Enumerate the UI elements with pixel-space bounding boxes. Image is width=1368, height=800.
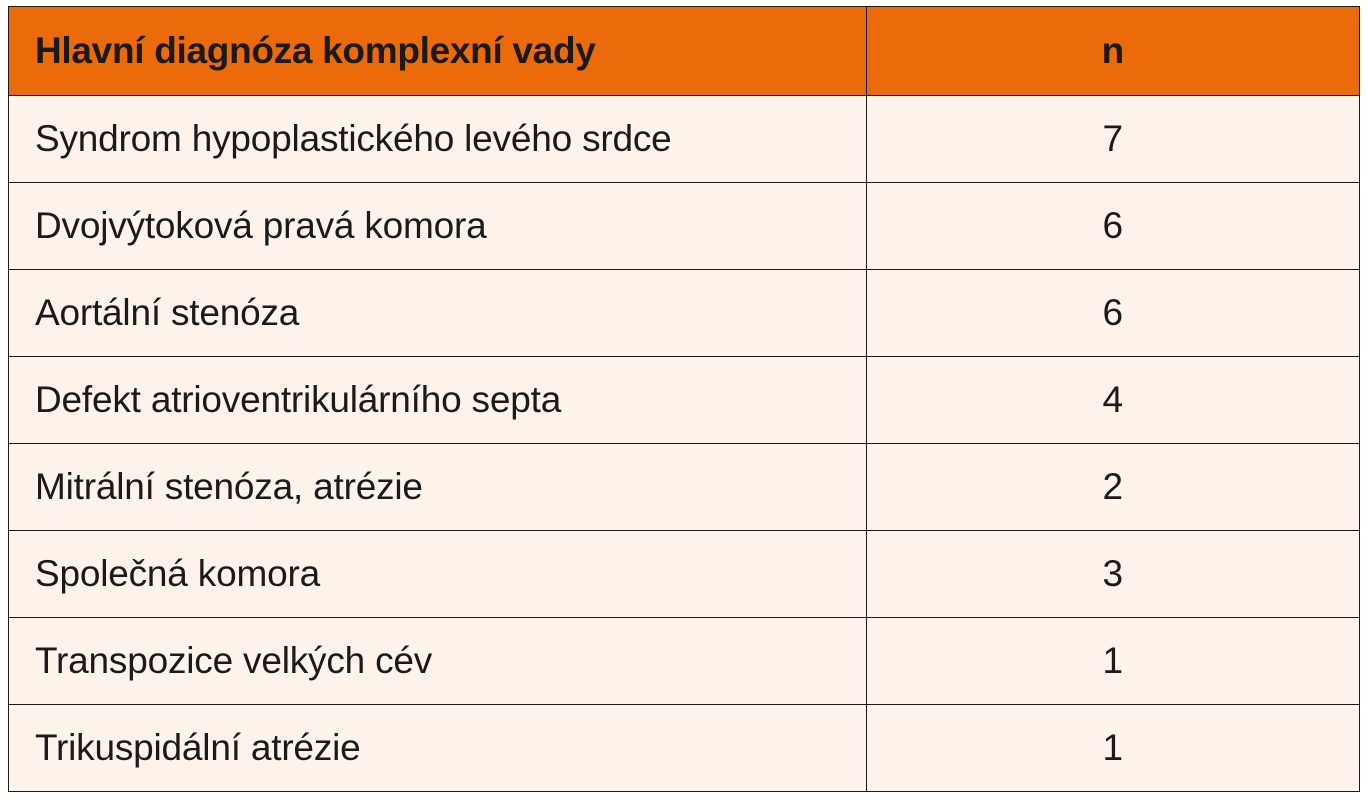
row-count: 4: [866, 356, 1359, 443]
row-count: 1: [866, 617, 1359, 704]
row-diagnosis: Společná komora: [9, 530, 866, 617]
table-row: [9, 443, 1359, 530]
row-diagnosis: Syndrom hypoplastického levého srdce: [9, 95, 866, 182]
table-header-row: [9, 7, 1359, 95]
table-row: [9, 95, 1359, 182]
row-diagnosis: Transpozice velkých cév: [9, 617, 866, 704]
row-diagnosis: Aortální stenóza: [9, 269, 866, 356]
row-count: 7: [866, 95, 1359, 182]
header-count: n: [866, 7, 1359, 95]
row-diagnosis: Mitrální stenóza, atrézie: [9, 443, 866, 530]
row-diagnosis: Trikuspidální atrézie: [9, 704, 866, 791]
table-row: [9, 269, 1359, 356]
diagnosis-table: [9, 7, 1359, 791]
row-count: 3: [866, 530, 1359, 617]
row-count: 6: [866, 269, 1359, 356]
row-diagnosis: Defekt atrioventrikulárního septa: [9, 356, 866, 443]
table-row: [9, 530, 1359, 617]
table-row: [9, 704, 1359, 791]
header-diagnosis: Hlavní diagnóza komplexní vady: [9, 7, 866, 95]
table-row: [9, 182, 1359, 269]
row-count: 1: [866, 704, 1359, 791]
row-count: 6: [866, 182, 1359, 269]
diagnosis-table-container: [8, 6, 1360, 792]
row-count: 2: [866, 443, 1359, 530]
table-row: [9, 617, 1359, 704]
table-row: [9, 356, 1359, 443]
row-diagnosis: Dvojvýtoková pravá komora: [9, 182, 866, 269]
